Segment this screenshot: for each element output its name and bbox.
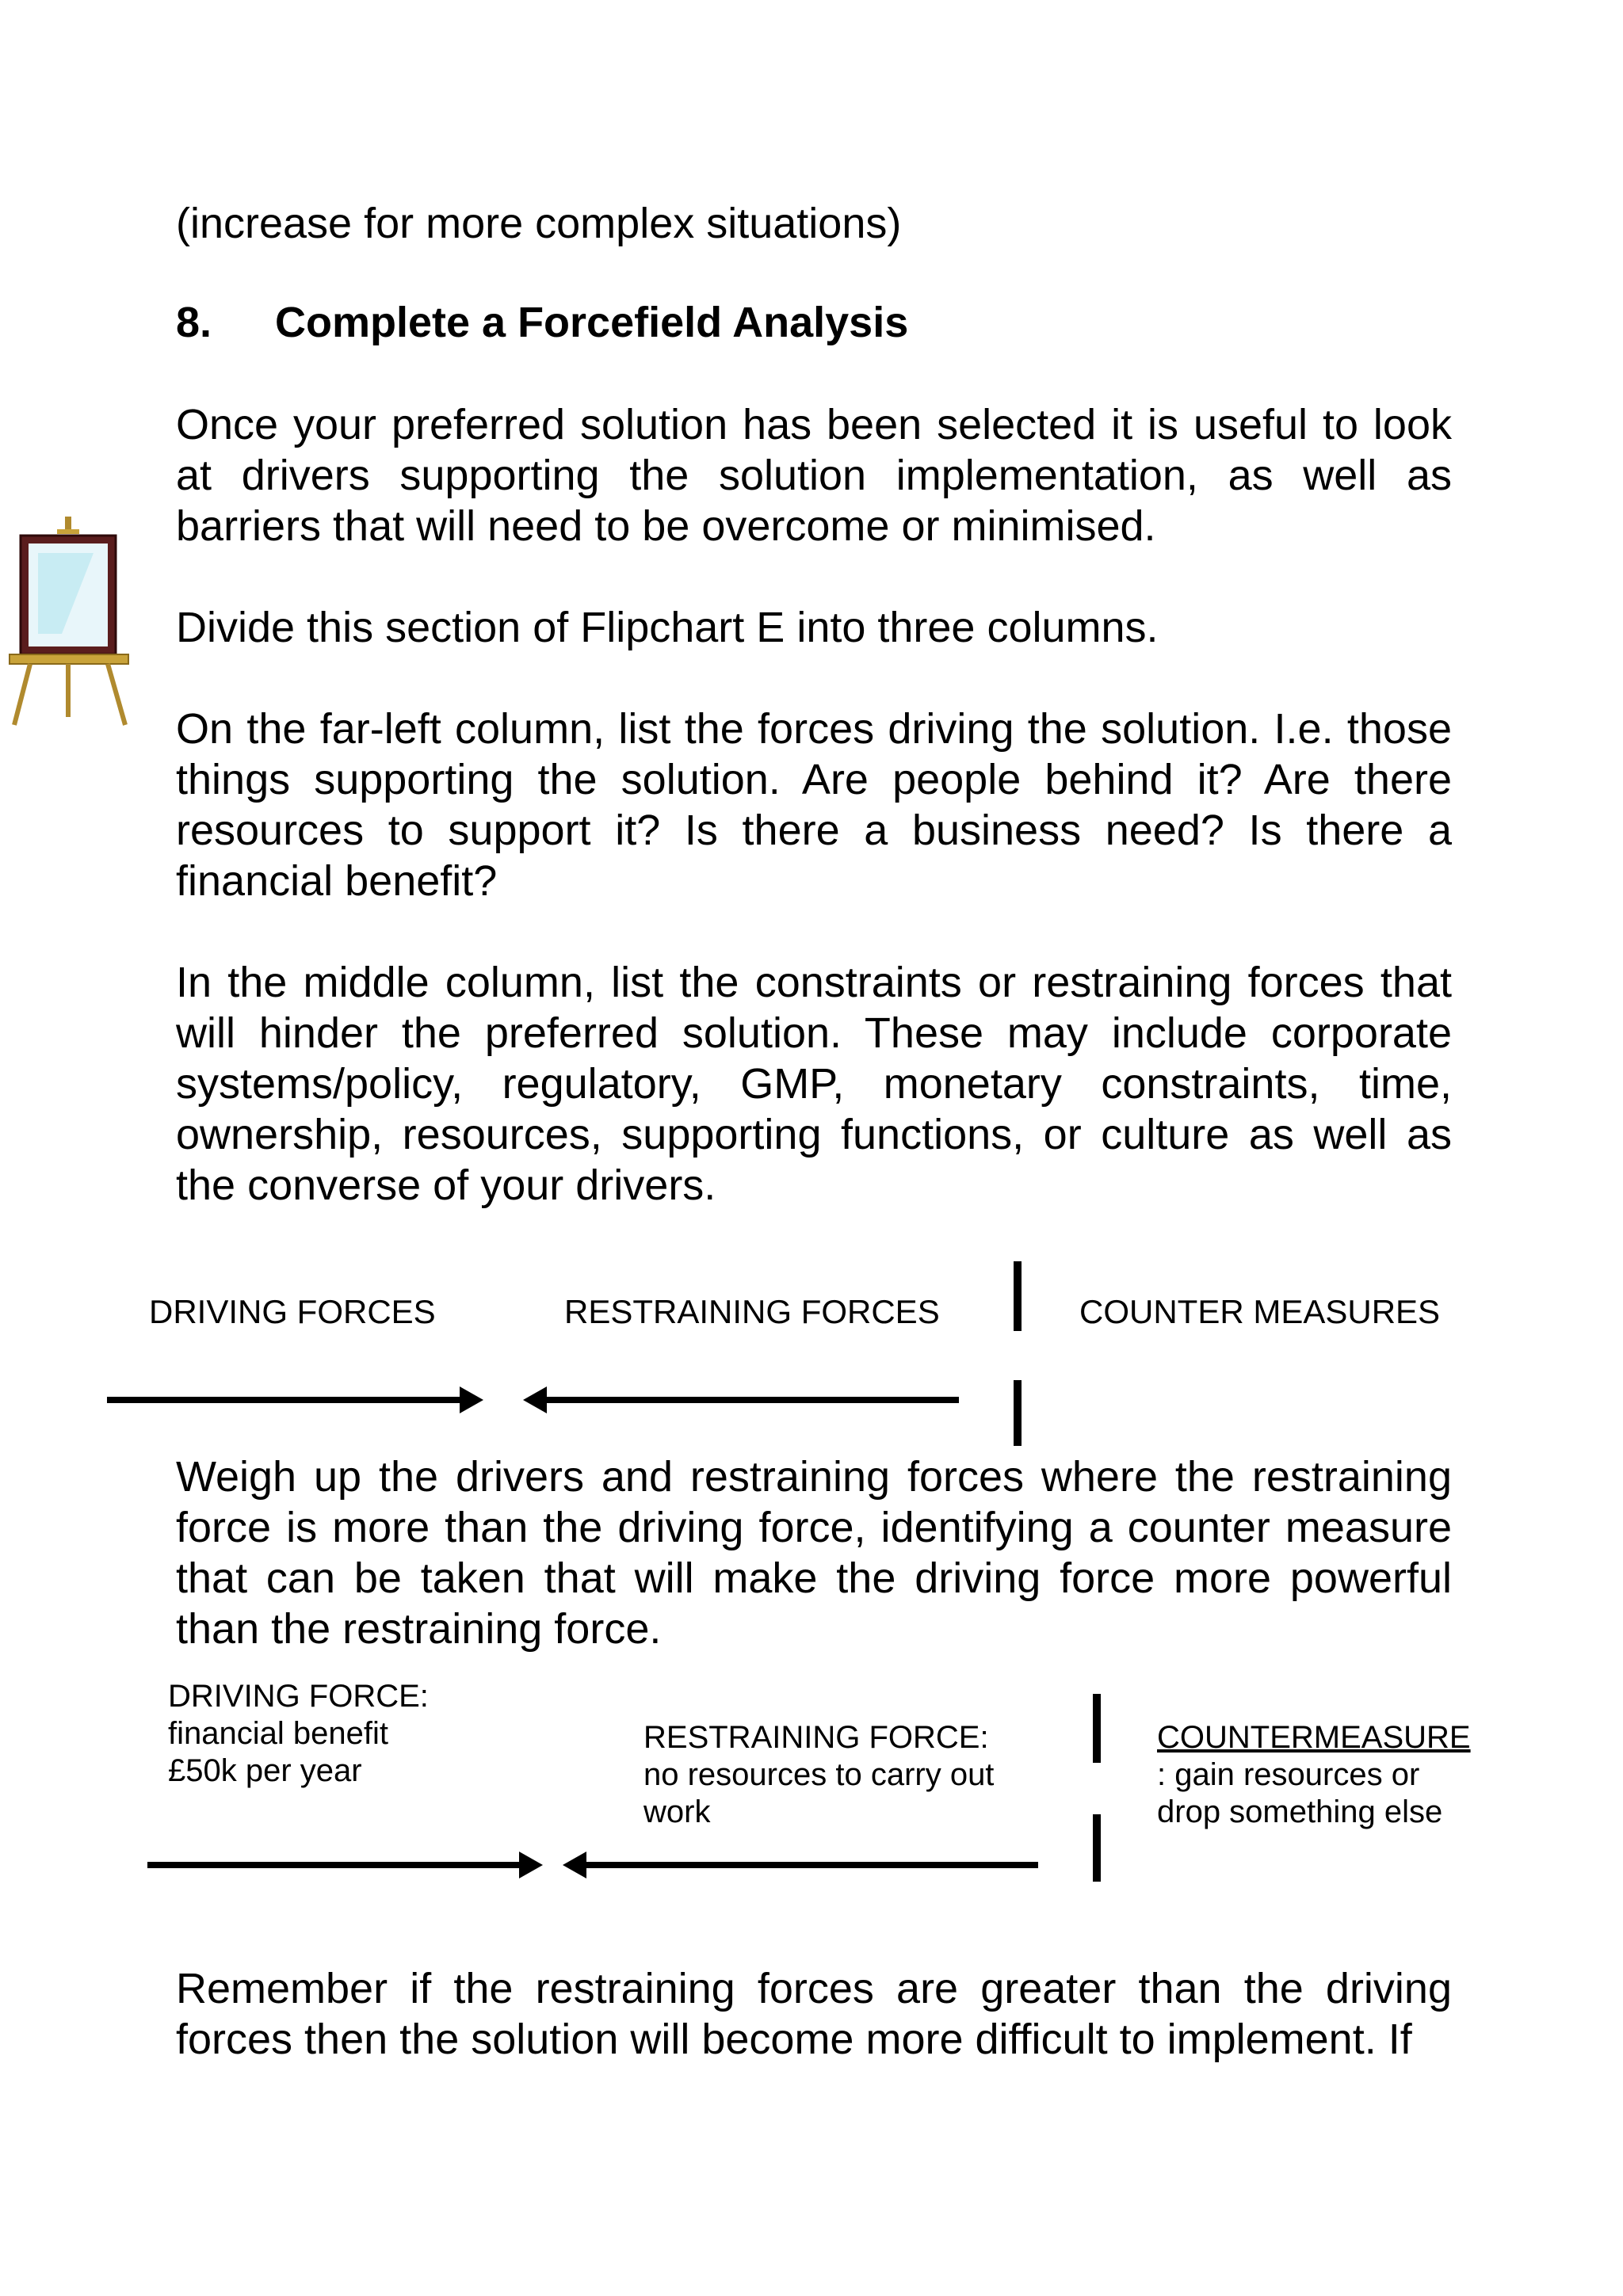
paragraph-left-column: On the far-left column, list the forces driving the solution. I.e. those things supporting the solution. Are people behind it? Are there resources to support it? Is there a business need? Is there a financial benefit? [176, 705, 1452, 905]
diagram2-restraining-arrow [563, 1852, 1038, 1878]
paragraph-drivers-barriers: Once your preferred solution has been selected it is useful to look at drivers supporting the solution implementation, as well as barriers that will need to be overcome or minimised. [176, 401, 1452, 550]
diagram2-driving-arrow [147, 1852, 543, 1878]
counter-measures-label: COUNTER MEASURES [1079, 1293, 1441, 1330]
driving-forces-label: DRIVING FORCES [149, 1293, 436, 1330]
diagram1-restraining-arrow [523, 1386, 959, 1413]
restraining-force-title: RESTRAINING FORCE: [643, 1720, 989, 1755]
countermeasure-line1: : gain resources or [1157, 1757, 1420, 1792]
restraining-force-line2: work [643, 1794, 711, 1829]
driving-force-line1: financial benefit [168, 1716, 388, 1751]
restraining-force-line1: no resources to carry out [643, 1757, 995, 1792]
countermeasure-title: COUNTERMEASURE [1157, 1720, 1471, 1755]
countermeasure-line2: drop something else [1157, 1794, 1443, 1829]
paragraph-middle-column: In the middle column, list the constraints or restraining forces that will hinder the preferred solution. These may include corporate systems/policy, regulatory, GMP, monetary constraints, time, ownership, resources, supporting functions, or culture as well as the converse of your drivers. [176, 959, 1452, 1209]
section-number: 8. [176, 299, 212, 346]
driving-force-title: DRIVING FORCE: [168, 1679, 429, 1714]
diagram1-driving-arrow [107, 1386, 483, 1413]
intro-line: (increase for more complex situations) [176, 200, 902, 247]
driving-force-line2: £50k per year [168, 1753, 362, 1788]
paragraph-weigh-up: Weigh up the drivers and restraining forces where the restraining force is more than the driving force, identifying a counter measure that can be taken that will make the driving force more powerful than the restraining force. [176, 1453, 1452, 1653]
section-title: Complete a Forcefield Analysis [275, 299, 909, 346]
restraining-forces-label: RESTRAINING FORCES [564, 1293, 940, 1330]
paragraph-divide-columns: Divide this section of Flipchart E into three columns. [176, 604, 1159, 651]
paragraph-remember: Remember if the restraining forces are greater than the driving forces then the solution will become more difficult to implement. If [176, 1965, 1452, 2063]
